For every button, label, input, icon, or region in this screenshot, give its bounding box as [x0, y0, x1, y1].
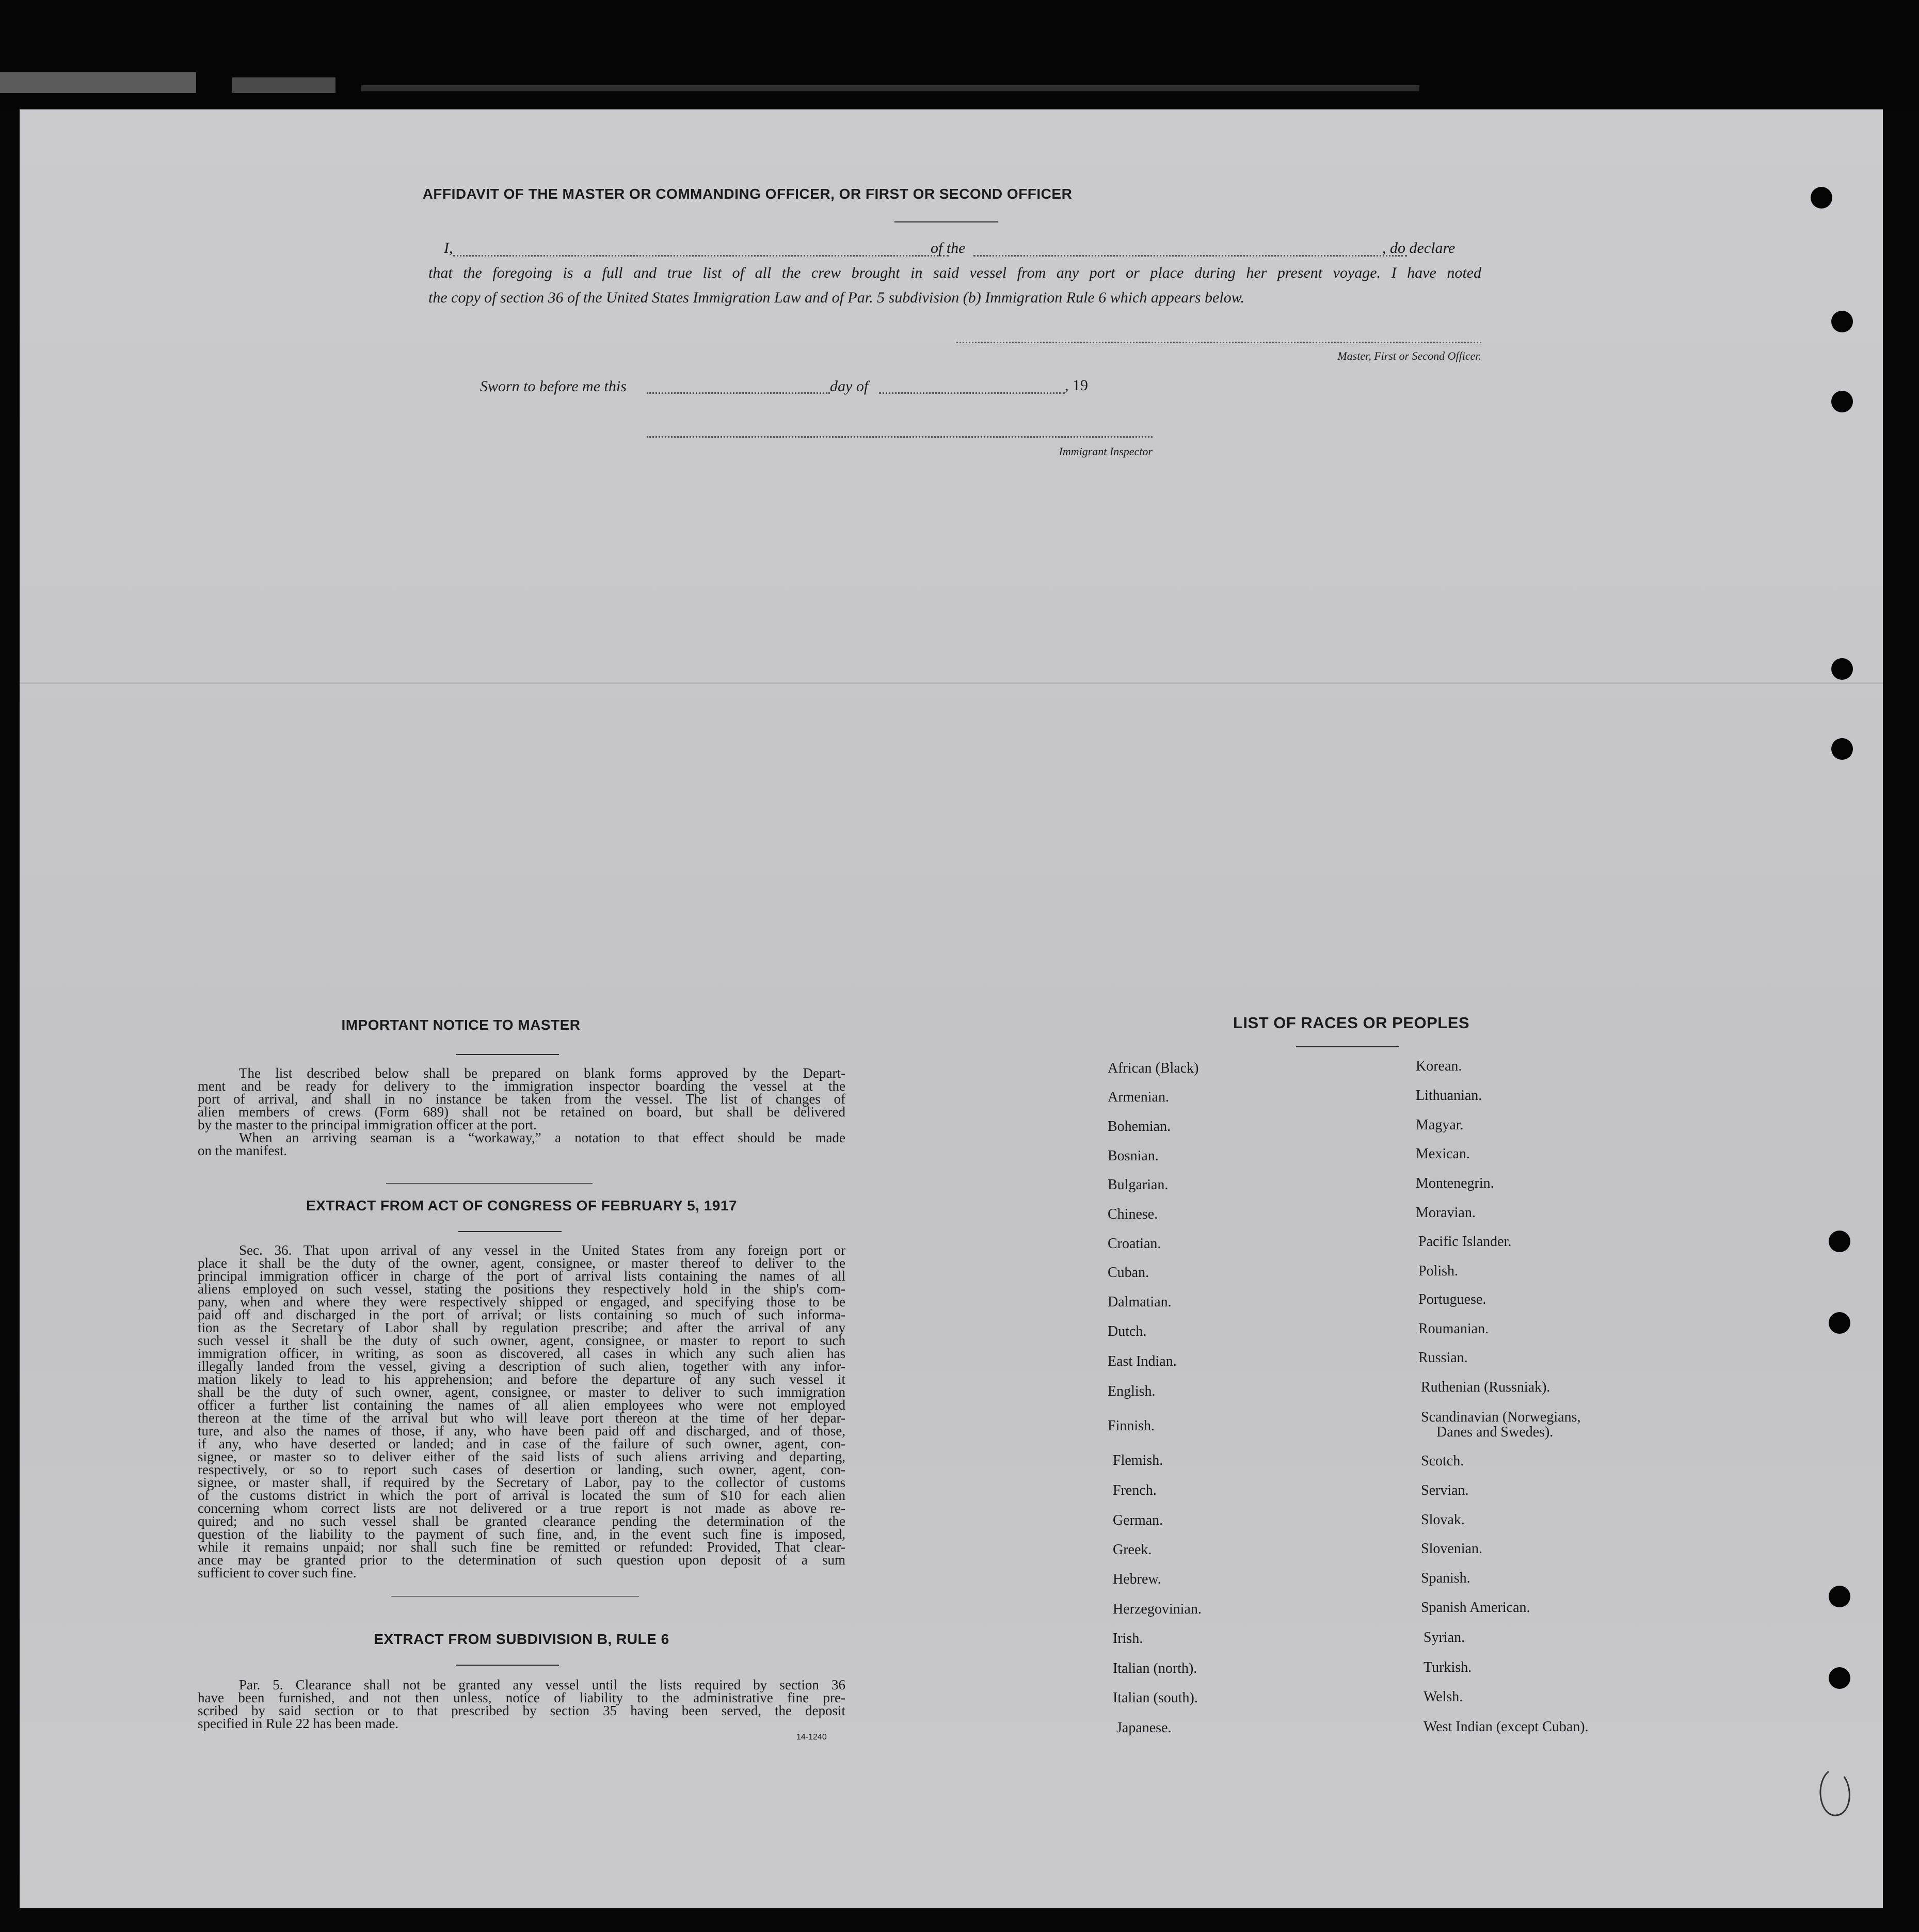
race-item: African (Black)	[1108, 1060, 1199, 1076]
race-item: Lithuanian.	[1416, 1088, 1482, 1104]
act-line: of the customs district in which the port of arrival is located the sum of $10 for each alien	[198, 1488, 845, 1503]
act-line: officer a further list containing the names of all alien employees who were not employed	[198, 1397, 845, 1413]
act-text	[198, 1244, 845, 1579]
affidavit-line1-mid: of the	[931, 239, 966, 257]
race-item: Servian.	[1421, 1482, 1469, 1498]
binder-hole	[1829, 1586, 1850, 1607]
race-item: Finnish.	[1108, 1418, 1155, 1434]
scan-artifact	[361, 85, 1419, 91]
notice-line: port of arrival, and shall in no instance be taken from the vessel. The list of changes of	[198, 1091, 845, 1107]
race-item: Cuban.	[1108, 1265, 1149, 1281]
act-line: ance may be granted prior to the determination of such question upon deposit of a sum	[198, 1552, 845, 1568]
race-item: Welsh.	[1424, 1689, 1463, 1705]
race-item: Bosnian.	[1108, 1148, 1159, 1164]
act-line: such vessel it shall be the duty of such owner, agent, consignee, or master to report to such	[198, 1333, 845, 1348]
rule-line: specified in Rule 22 has been made.	[198, 1716, 399, 1731]
act-line: sufficient to cover such fine.	[198, 1565, 357, 1580]
sworn-end: , 19	[1065, 377, 1088, 394]
race-item: Greek.	[1113, 1542, 1152, 1558]
scan-artifact	[0, 72, 196, 93]
race-item: Spanish.	[1421, 1570, 1470, 1586]
rule-title-rule	[456, 1665, 559, 1666]
signature-line	[956, 342, 1481, 343]
race-item: Italian (north).	[1113, 1660, 1197, 1676]
race-item: Spanish American.	[1421, 1600, 1530, 1616]
act-line: mation likely to lead to his apprehension; and before the departure of any such vessel it	[198, 1371, 845, 1387]
notice-line: alien members of crews (Form 689) shall not be retained on board, but shall be delivered	[198, 1104, 845, 1120]
race-item: Magyar.	[1416, 1117, 1464, 1133]
scan-artifact	[232, 77, 335, 93]
act-line: place it shall be the duty of the owner, agent, consignee, or master thereof to deliver to the	[198, 1255, 845, 1271]
binder-hole	[1811, 187, 1832, 209]
month-field-line	[879, 392, 1065, 394]
race-item: Mexican.	[1416, 1146, 1470, 1162]
vessel-field-line	[973, 255, 1407, 257]
race-item: English.	[1108, 1383, 1156, 1399]
race-item: Roumanian.	[1418, 1321, 1489, 1337]
race-item: Moravian.	[1416, 1205, 1476, 1221]
notice-line: on the manifest.	[198, 1143, 287, 1158]
notice-line: When an arriving seaman is a “workaway,” a notation to that effect should be made	[239, 1130, 845, 1145]
race-item: French.	[1113, 1482, 1157, 1498]
race-item: Montenegrin.	[1416, 1175, 1494, 1191]
race-item: Herzegovinian.	[1113, 1601, 1202, 1617]
race-item: Turkish.	[1424, 1659, 1472, 1675]
race-item: Polish.	[1418, 1263, 1459, 1279]
act-line: ture, and also the names of those, if any, who have been paid off and discharged, and of those,	[198, 1423, 845, 1439]
affidavit-line2: that the foregoing is a full and true list of all the crew brought in said vessel from any port or place during her present voyage. I have noted	[428, 264, 1481, 281]
rule-title: EXTRACT FROM SUBDIVISION B, RULE 6	[374, 1631, 669, 1647]
race-item: Slovenian.	[1421, 1541, 1482, 1557]
act-line: Sec. 36. That upon arrival of any vessel in the United States from any foreign port or	[239, 1242, 845, 1258]
document-page	[20, 109, 1883, 1908]
scanner-border-top	[0, 0, 1919, 111]
race-item: Korean.	[1416, 1058, 1462, 1074]
notice-line: ment and be ready for delivery to the immigration inspector boarding the vessel at the	[198, 1078, 845, 1094]
day-field-line	[647, 392, 830, 394]
race-item: Italian (south).	[1113, 1690, 1198, 1706]
race-item: German.	[1113, 1512, 1163, 1528]
form-number: 14-1240	[796, 1733, 827, 1742]
affidavit-title-rule	[894, 221, 998, 222]
affidavit-line1-end: , do declare	[1382, 239, 1456, 257]
race-item: Syrian.	[1424, 1630, 1465, 1646]
act-line: question of the liability to the payment of such fine, and, in the event such fine is imposed,	[198, 1526, 845, 1542]
act-line: signee, or master so to deliver either of the said lists of such aliens arriving and departing,	[198, 1449, 845, 1464]
act-title-rule	[458, 1231, 562, 1232]
rule-text	[198, 1679, 845, 1730]
binder-hole	[1831, 738, 1853, 760]
race-item: Danes and Swedes).	[1436, 1424, 1554, 1440]
binder-hole	[1829, 1231, 1850, 1252]
notice-title-rule	[456, 1054, 559, 1055]
binder-hole	[1829, 1312, 1850, 1334]
rule-line: Par. 5. Clearance shall not be granted any vessel until the lists required by section 36	[239, 1677, 845, 1693]
act-line: tion as the Secretary of Labor shall by regulation prescribe; and after the arrival of any	[198, 1320, 845, 1335]
binder-hole	[1831, 391, 1853, 412]
race-item: Japanese.	[1116, 1720, 1172, 1736]
race-item: Dalmatian.	[1108, 1294, 1172, 1310]
affidavit-title: AFFIDAVIT OF THE MASTER OR COMMANDING OFFICER, OR FIRST OR SECOND OFFICER	[422, 186, 1073, 202]
signature-label: Master, First or Second Officer.	[1337, 349, 1481, 362]
act-line: immigration officer, in writing, as soon as discovered, all cases in which any such alien has	[198, 1346, 845, 1361]
rule-line: scribed by said section or to that prescribed by section 35 having been served, the deposit	[198, 1703, 845, 1718]
races-title: LIST OF RACES OR PEOPLES	[1233, 1014, 1470, 1032]
race-item: Flemish.	[1113, 1452, 1163, 1468]
act-line: principal immigration officer in charge of the port of arrival lists containing the names of all	[198, 1268, 845, 1284]
act-line: quired; and no such vessel shall be granted clearance pending the determination of the	[198, 1513, 845, 1529]
act-line: if any, who have deserted or landed; and in case of the failure of such owner, agent, con-	[198, 1436, 845, 1451]
race-item: Croatian.	[1108, 1236, 1161, 1252]
affidavit-line1-start: I,	[444, 239, 453, 257]
affidavit-line3: the copy of section 36 of the United States Immigration Law and of Par. 5 subdivision (b) Immigration Rule 6 which appears below.	[428, 289, 1244, 306]
inspector-signature-line	[647, 436, 1153, 438]
race-item: Chinese.	[1108, 1206, 1158, 1222]
act-line: thereon at the time of the arrival but who will leave port thereon at the time of her depar-	[198, 1410, 845, 1426]
race-item: Bohemian.	[1108, 1119, 1171, 1135]
race-item: Pacific Islander.	[1418, 1234, 1512, 1250]
act-line: aliens employed on such vessel, stating the positions they respectively hold in the ship's com-	[198, 1281, 845, 1297]
sworn-mid: day of	[830, 378, 869, 395]
rule-line: have been furnished, and not then unless, notice of liability to the administrative fine pre-	[198, 1690, 845, 1705]
race-item: Slovak.	[1421, 1512, 1465, 1528]
act-line: while it remains unpaid; nor shall such fine be remitted or refunded: Provided, That clear-	[198, 1539, 845, 1555]
race-item: Hebrew.	[1113, 1571, 1161, 1587]
sworn-start: Sworn to before me this	[480, 378, 627, 395]
notice-text	[198, 1067, 845, 1157]
notice-line: by the master to the principal immigration officer at the port.	[198, 1117, 537, 1132]
act-title: EXTRACT FROM ACT OF CONGRESS OF FEBRUARY 5, 1917	[306, 1197, 738, 1214]
binder-hole	[1831, 311, 1853, 332]
act-line: respectively, or so to report such cases of desertion or landing, such owner, agent, con-	[198, 1462, 845, 1477]
race-item: West Indian (except Cuban).	[1424, 1719, 1589, 1735]
race-item: Scandinavian (Norwegians,	[1421, 1409, 1581, 1425]
race-item: East Indian.	[1108, 1353, 1177, 1369]
act-line: illegally landed from the vessel, giving a description of such alien, together with any infor-	[198, 1359, 845, 1374]
act-line: shall be the duty of such owner, agent, consignee, or master to deliver to such immigration	[198, 1384, 845, 1400]
inspector-label: Immigrant Inspector	[1059, 445, 1153, 458]
race-item: Irish.	[1113, 1631, 1143, 1647]
notice-title: IMPORTANT NOTICE TO MASTER	[341, 1017, 581, 1033]
handwritten-mark	[1813, 1761, 1865, 1823]
act-line: signee, or master shall, if required by the Secretary of Labor, pay to the collector of customs	[198, 1475, 845, 1490]
binder-hole	[1831, 658, 1853, 680]
race-item: Ruthenian (Russniak).	[1421, 1379, 1550, 1395]
notice-line: The list described below shall be prepared on blank forms approved by the Depart-	[239, 1065, 845, 1081]
race-item: Armenian.	[1108, 1089, 1169, 1105]
race-item: Portuguese.	[1418, 1291, 1486, 1307]
act-line: pany, when and where they were respectively shipped or engaged, and specifying those to be	[198, 1294, 845, 1310]
fold-line	[20, 682, 1883, 684]
act-line: concerning whom correct lists are not delivered or a true report is not made as above re-	[198, 1500, 845, 1516]
races-title-rule	[1296, 1046, 1399, 1047]
notice-separator	[386, 1183, 593, 1184]
race-item: Dutch.	[1108, 1323, 1147, 1339]
act-line: paid off and discharged in the port of arrival; or lists containing so much of such informa-	[198, 1307, 845, 1322]
race-item: Bulgarian.	[1108, 1177, 1169, 1193]
name-field-line	[453, 255, 949, 257]
race-item: Russian.	[1418, 1350, 1468, 1366]
race-item: Scotch.	[1421, 1453, 1464, 1469]
binder-hole	[1829, 1667, 1850, 1689]
